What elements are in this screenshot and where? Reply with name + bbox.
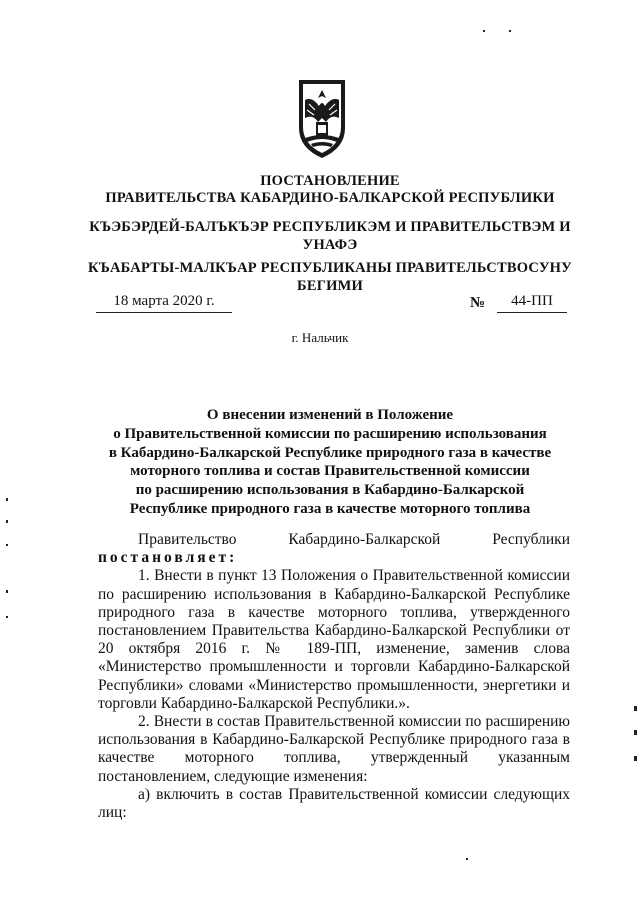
title-line: в Кабардино-Балкарской Республике природного газа в качестве <box>108 444 552 461</box>
title-line: Республике природного газа в качестве моторного топлива <box>129 500 531 517</box>
paragraph-1: 1. Внести в пункт 13 Положения о Правительственной комиссии по расширению использования в Кабардино-Балкарской Республике природного газа в качестве моторного топлива, утвержденного постановлением Правительства Кабардино-Балкарской Республики от 20 октября 2016 г. № 189-ПП, изменение, заменив слова «Министерство промышленности и торговли Кабардино-Балкарской Республики» словами «Министерство промышленности, энергетики и торговли Кабардино-Балкарской Республики.». <box>98 567 570 712</box>
title-line: по расширению использования в Кабардино-Балкарской <box>135 482 525 499</box>
decree-body <box>98 531 570 822</box>
title-line: О внесении изменений в Положение <box>206 407 454 423</box>
title-line: о Правительственной комиссии по расширению использования <box>113 425 547 442</box>
city-name: г. Нальчик <box>291 330 349 345</box>
paragraph-3: а) включить в состав Правительственной комиссии следующих лиц: <box>98 785 570 822</box>
decree-verb: постановляет: <box>98 549 238 567</box>
title-line: моторного топлива и состав Правительственной комиссии <box>130 463 530 480</box>
paragraph-2: 2. Внести в состав Правительственной комиссии по расширению использования в Кабардино-Балкарской Республике природного газа в качестве моторного топлива, утвержденный указанным постановлением, следующие изменения: <box>98 713 570 785</box>
header-line-4: КЪАБАРТЫ-МАЛКЪАР РЕСПУБЛИКАНЫ ПРАВИТЕЛЬСТВОСУНУ БЕГИМИ <box>88 260 572 294</box>
intro-paragraph: Правительство Кабардино-Балкарской Республики <box>138 531 570 548</box>
number-label: № <box>470 295 486 311</box>
header-line-2: ПРАВИТЕЛЬСТВА КАБАРДИНО-БАЛКАРСКОЙ РЕСПУБЛИКИ <box>105 190 555 206</box>
decree-title <box>80 406 580 519</box>
header-line-1: ПОСТАНОВЛЕНИЕ <box>260 173 400 189</box>
header-line-3: КЪЭБЭРДЕЙ-БАЛЪКЪЭР РЕСПУБЛИКЭМ И ПРАВИТЕЛЬСТВЭМ И УНАФЭ <box>89 219 571 253</box>
decree-number: 44-ПП <box>497 292 567 313</box>
decree-date: 18 марта 2020 г. <box>96 292 232 313</box>
coat-of-arms-emblem <box>295 78 349 160</box>
